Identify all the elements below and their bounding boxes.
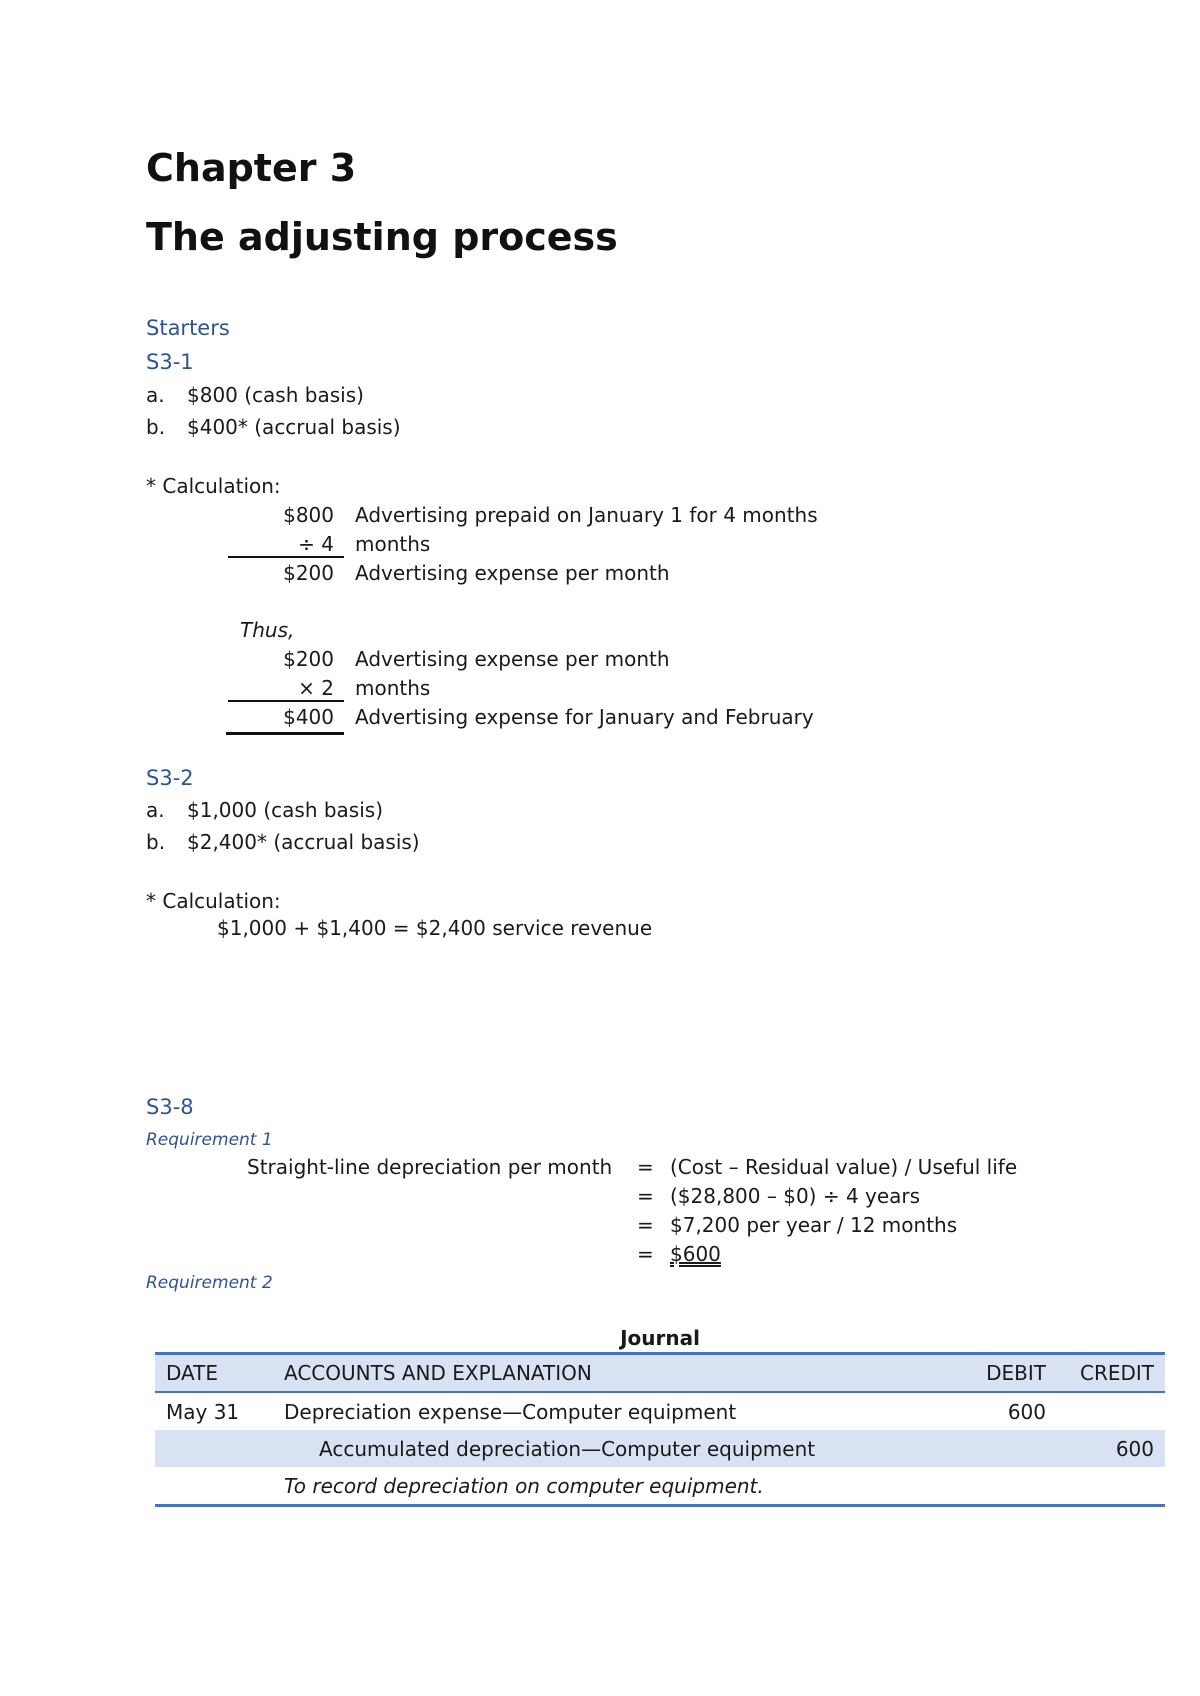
entry-account: Accumulated depreciation—Computer equipment <box>319 1436 816 1461</box>
entry-credit <box>1057 1392 1165 1430</box>
equals-sign: = <box>637 1184 654 1208</box>
formula-line: (Cost – Residual value) / Useful life <box>670 1155 1018 1179</box>
column-header-accounts: ACCOUNTS AND EXPLANATION <box>273 1354 947 1393</box>
equals-sign: = <box>637 1213 654 1237</box>
answer-b: $2,400* (accrual basis) <box>187 830 420 854</box>
calc-amount: ÷ 4 <box>298 532 334 556</box>
exercise-heading-s3-1: S3-1 <box>146 350 194 374</box>
calc-amount: $800 <box>283 503 334 527</box>
chapter-number: Chapter 3 <box>146 146 357 190</box>
calc-description: Advertising prepaid on January 1 for 4 months <box>355 503 818 527</box>
journal-table <box>155 1352 1165 1507</box>
entry-date: May 31 <box>166 1399 240 1424</box>
formula-result: $600 <box>670 1242 721 1266</box>
requirement-2-label: Requirement 2 <box>146 1273 273 1293</box>
entry-account: Depreciation expense—Computer equipment <box>284 1399 737 1424</box>
entry-debit <box>947 1430 1057 1467</box>
list-marker-b: b. <box>146 830 166 854</box>
calc-amount: $400 <box>283 705 334 729</box>
calculation-line: $1,000 + $1,400 = $2,400 service revenue <box>217 916 653 940</box>
table-row <box>155 1392 1165 1430</box>
calc-description: Advertising expense per month <box>355 647 670 671</box>
column-header-credit: CREDIT <box>1057 1354 1165 1393</box>
total-rule <box>226 732 344 735</box>
list-marker-a: a. <box>146 383 165 407</box>
column-header-date: DATE <box>155 1354 273 1393</box>
calc-rule <box>228 556 344 558</box>
thus-label: Thus, <box>240 618 295 642</box>
entry-debit: 600 <box>1007 1399 1046 1424</box>
entry-debit <box>947 1467 1057 1506</box>
journal-title: Journal <box>620 1326 700 1350</box>
exercise-heading-s3-2: S3-2 <box>146 766 194 790</box>
entry-credit: 600 <box>1115 1436 1154 1461</box>
entry-credit <box>1057 1467 1165 1506</box>
entry-date <box>155 1467 273 1506</box>
calc-amount: $200 <box>283 561 334 585</box>
section-heading-starters: Starters <box>146 316 230 340</box>
calc-amount: $200 <box>283 647 334 671</box>
formula-line: ($28,800 – $0) ÷ 4 years <box>670 1184 921 1208</box>
table-row <box>155 1467 1165 1506</box>
formula-line: $7,200 per year / 12 months <box>670 1213 958 1237</box>
answer-a: $800 (cash basis) <box>187 383 364 407</box>
entry-explanation: To record depreciation on computer equipment. <box>273 1467 947 1506</box>
calc-description: Advertising expense for January and February <box>355 705 814 729</box>
list-marker-b: b. <box>146 415 166 439</box>
calculation-label: * Calculation: <box>146 889 281 913</box>
calc-amount: × 2 <box>298 676 334 700</box>
entry-date <box>155 1430 273 1467</box>
calc-description: months <box>355 676 431 700</box>
journal-header-row <box>155 1354 1165 1393</box>
calc-description: Advertising expense per month <box>355 561 670 585</box>
requirement-1-label: Requirement 1 <box>146 1130 273 1150</box>
exercise-heading-s3-8: S3-8 <box>146 1095 194 1119</box>
equals-sign: = <box>637 1155 654 1179</box>
chapter-title: The adjusting process <box>146 215 618 259</box>
equals-sign: = <box>637 1242 654 1266</box>
calculation-label: * Calculation: <box>146 474 281 498</box>
formula-label: Straight-line depreciation per month <box>247 1155 613 1179</box>
answer-a: $1,000 (cash basis) <box>187 798 383 822</box>
answer-b: $400* (accrual basis) <box>187 415 401 439</box>
calc-rule <box>228 700 344 702</box>
column-header-debit: DEBIT <box>947 1354 1057 1393</box>
table-row <box>155 1430 1165 1467</box>
calc-description: months <box>355 532 431 556</box>
list-marker-a: a. <box>146 798 165 822</box>
